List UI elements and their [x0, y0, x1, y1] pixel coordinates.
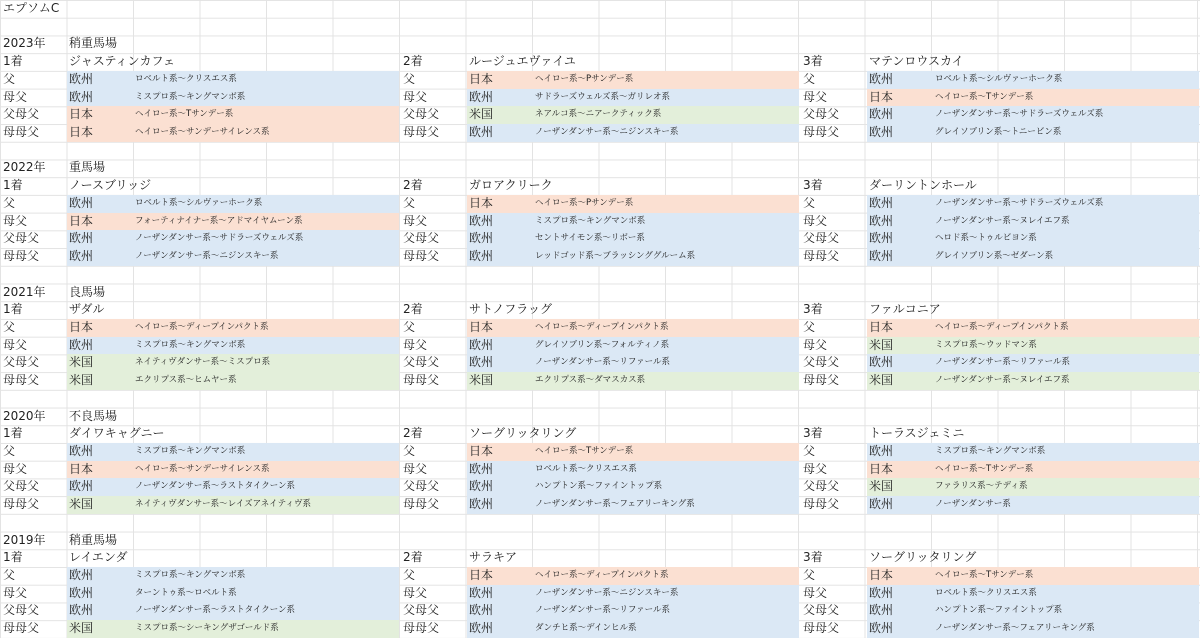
- pedigree-label-cell[interactable]: 父母父: [803, 231, 840, 246]
- horse-name-cell[interactable]: ダーリントンホール: [869, 178, 977, 193]
- region-cell[interactable]: 欧州: [469, 461, 494, 476]
- sire-line-cell[interactable]: ヘイロー系〜Pサンデー系: [535, 197, 634, 208]
- sire-line-cell[interactable]: ヘロド系〜トゥルビヨン系: [935, 233, 1037, 244]
- sheet-title-cell[interactable]: エプソムC: [3, 1, 60, 15]
- sire-line-cell[interactable]: ノーザンダンサー系〜ニジンスキー系: [535, 127, 679, 138]
- sire-line-cell[interactable]: ネイティヴダンサー系〜レイズアネイティヴ系: [135, 499, 311, 510]
- pedigree-row: [0, 602, 1200, 620]
- pedigree-label-cell[interactable]: 父: [403, 71, 416, 86]
- placing-row: [0, 301, 1200, 319]
- sire-line-cell[interactable]: ノーザンダンサー系〜サドラーズウェルズ系: [935, 197, 1104, 208]
- placing-row: [0, 177, 1200, 195]
- place-cell[interactable]: 3着: [803, 54, 823, 69]
- year-cell[interactable]: 2022年: [3, 160, 46, 175]
- pedigree-label-cell[interactable]: 母母父: [403, 125, 440, 140]
- pedigree-label-cell[interactable]: 父: [3, 568, 16, 583]
- year-header-row: [0, 532, 1200, 550]
- region-cell[interactable]: 欧州: [869, 107, 894, 122]
- pedigree-row: [0, 620, 1200, 638]
- year-header-row: [0, 35, 1200, 53]
- pedigree-label-cell[interactable]: 父母父: [403, 479, 440, 494]
- sire-line-cell[interactable]: ヘイロー系〜Tサンデー系: [935, 91, 1034, 102]
- pedigree-row: [0, 248, 1200, 266]
- region-cell[interactable]: 日本: [469, 444, 494, 458]
- region-cell[interactable]: 米国: [69, 497, 94, 512]
- sire-line-cell[interactable]: ヘイロー系〜サンデーサイレンス系: [135, 463, 270, 474]
- region-cell[interactable]: 日本: [869, 89, 894, 104]
- region-cell[interactable]: 欧州: [469, 355, 494, 370]
- sire-line-cell[interactable]: ミスプロ系〜キングマンボ系: [135, 339, 246, 350]
- region-cell[interactable]: 米国: [69, 621, 94, 636]
- pedigree-row: [0, 124, 1200, 142]
- pedigree-label-cell[interactable]: 父母父: [803, 603, 840, 618]
- horse-name-cell[interactable]: ノースブリッジ: [69, 178, 152, 193]
- pedigree-label-cell[interactable]: 母母父: [403, 249, 440, 264]
- sire-line-cell[interactable]: ロベルト系〜クリスエス系: [935, 587, 1037, 598]
- pedigree-label-cell[interactable]: 父: [403, 444, 416, 458]
- pedigree-label-cell[interactable]: 母父: [403, 89, 428, 104]
- pedigree-label-cell[interactable]: 父: [403, 195, 416, 210]
- year-cell[interactable]: 2023年: [3, 36, 46, 51]
- placing-row: [0, 549, 1200, 567]
- region-cell[interactable]: 欧州: [869, 355, 894, 370]
- pedigree-label-cell[interactable]: 父: [3, 444, 16, 458]
- place-cell[interactable]: 2着: [403, 550, 423, 565]
- region-cell[interactable]: 欧州: [869, 444, 894, 458]
- place-cell[interactable]: 3着: [803, 426, 823, 441]
- pedigree-row: [0, 585, 1200, 603]
- region-cell[interactable]: 欧州: [69, 585, 94, 600]
- place-cell[interactable]: 1着: [3, 550, 23, 565]
- region-cell[interactable]: 欧州: [869, 125, 894, 140]
- pedigree-label-cell[interactable]: 母母父: [3, 125, 40, 140]
- region-cell[interactable]: 日本: [469, 319, 494, 334]
- sire-line-cell[interactable]: ロベルト系〜クリスエス系: [135, 73, 237, 84]
- sire-line-cell[interactable]: ミスプロ系〜ウッドマン系: [935, 339, 1037, 350]
- pedigree-label-cell[interactable]: 父: [403, 568, 416, 583]
- pedigree-label-cell[interactable]: 母母父: [803, 497, 840, 512]
- sire-line-cell[interactable]: ノーザンダンサー系〜ラストタイクーン系: [135, 481, 296, 492]
- region-cell[interactable]: 日本: [69, 125, 94, 140]
- region-cell[interactable]: 米国: [869, 373, 894, 388]
- horse-name-cell[interactable]: ソーグリッタリング: [869, 550, 977, 565]
- horse-name-cell[interactable]: ジャスティンカフェ: [69, 54, 175, 69]
- region-cell[interactable]: 欧州: [469, 479, 494, 494]
- region-cell[interactable]: 欧州: [69, 89, 94, 104]
- region-cell[interactable]: 米国: [469, 373, 494, 388]
- pedigree-label-cell[interactable]: 母母父: [403, 497, 440, 512]
- pedigree-label-cell[interactable]: 母母父: [3, 497, 40, 512]
- sire-line-cell[interactable]: ミスプロ系〜キングマンボ系: [535, 215, 646, 226]
- pedigree-label-cell[interactable]: 父母父: [403, 107, 440, 122]
- region-cell[interactable]: 欧州: [469, 125, 494, 140]
- sire-line-cell[interactable]: レッドゴッド系〜ブラッシンググルーム系: [535, 251, 696, 262]
- pedigree-label-cell[interactable]: 母母父: [403, 373, 440, 388]
- horse-name-cell[interactable]: サトノフラッグ: [469, 302, 553, 317]
- pedigree-row: [0, 478, 1200, 496]
- pedigree-row: [0, 230, 1200, 248]
- pedigree-label-cell[interactable]: 父母父: [3, 107, 40, 122]
- pedigree-row: [0, 354, 1200, 372]
- pedigree-label-cell[interactable]: 母父: [403, 585, 428, 600]
- horse-name-cell[interactable]: ダイワキャグニー: [69, 426, 165, 441]
- place-cell[interactable]: 2着: [403, 178, 423, 193]
- sire-line-cell[interactable]: ノーザンダンサー系〜ニジンスキー系: [535, 587, 679, 598]
- pedigree-label-cell[interactable]: 母母父: [803, 125, 840, 140]
- pedigree-label-cell[interactable]: 母父: [803, 585, 828, 600]
- sire-line-cell[interactable]: ヘイロー系〜Tサンデー系: [935, 570, 1034, 581]
- pedigree-label-cell[interactable]: 母父: [803, 89, 828, 104]
- pedigree-label-cell[interactable]: 父: [803, 71, 816, 86]
- region-cell[interactable]: 欧州: [869, 249, 894, 264]
- pedigree-row: [0, 461, 1200, 479]
- region-cell[interactable]: 欧州: [69, 71, 94, 86]
- region-cell[interactable]: 米国: [469, 107, 494, 122]
- region-cell[interactable]: 欧州: [69, 479, 94, 494]
- track-condition-cell[interactable]: 良馬場: [69, 284, 106, 299]
- sire-line-cell[interactable]: ノーザンダンサー系〜ヌレイエフ系: [935, 215, 1070, 226]
- sire-line-cell[interactable]: ロベルト系〜シルヴァーホーク系: [135, 197, 263, 208]
- pedigree-label-cell[interactable]: 母父: [403, 213, 428, 228]
- pedigree-row: [0, 106, 1200, 124]
- region-cell[interactable]: 欧州: [869, 621, 894, 636]
- horse-name-cell[interactable]: レイエンダ: [69, 550, 128, 565]
- region-cell[interactable]: 欧州: [69, 195, 94, 210]
- pedigree-label-cell[interactable]: 父母父: [3, 355, 40, 370]
- pedigree-label-cell[interactable]: 母父: [803, 461, 828, 476]
- region-cell[interactable]: 日本: [469, 568, 494, 583]
- pedigree-label-cell[interactable]: 父母父: [3, 479, 40, 494]
- sire-line-cell[interactable]: フォーティナイナー系〜アドマイヤムーン系: [135, 215, 303, 226]
- pedigree-label-cell[interactable]: 母父: [3, 213, 28, 228]
- sire-line-cell[interactable]: グレイソブリン系〜フォルティノ系: [535, 339, 670, 350]
- sire-line-cell[interactable]: グレイソブリン系〜ゼダーン系: [935, 251, 1054, 262]
- pedigree-label-cell[interactable]: 父母父: [3, 231, 40, 246]
- sire-line-cell[interactable]: ノーザンダンサー系〜リファール系: [935, 357, 1070, 368]
- year-cell[interactable]: 2020年: [3, 408, 46, 423]
- sire-line-cell[interactable]: グレイソブリン系〜トニービン系: [935, 127, 1062, 138]
- sire-line-cell[interactable]: セントサイモン系〜リボー系: [535, 233, 645, 244]
- sire-line-cell[interactable]: エクリプス系〜ダマスカス系: [535, 375, 646, 386]
- sire-line-cell[interactable]: ミスプロ系〜キングマンボ系: [135, 446, 246, 456]
- horse-name-cell[interactable]: マテンロウスカイ: [869, 54, 964, 69]
- place-cell[interactable]: 1着: [3, 178, 23, 193]
- pedigree-label-cell[interactable]: 父母父: [3, 603, 40, 618]
- pedigree-label-cell[interactable]: 父母父: [803, 107, 840, 122]
- pedigree-label-cell[interactable]: 母母父: [3, 249, 40, 264]
- horse-name-cell[interactable]: ファルコニア: [869, 302, 941, 317]
- region-cell[interactable]: 日本: [869, 461, 894, 476]
- sire-line-cell[interactable]: ミスプロ系〜キングマンボ系: [135, 91, 246, 102]
- pedigree-row: [0, 567, 1200, 585]
- place-cell[interactable]: 3着: [803, 178, 823, 193]
- sire-line-cell[interactable]: ノーザンダンサー系〜ヌレイエフ系: [935, 375, 1070, 386]
- sire-line-cell[interactable]: ターントゥ系〜ロベルト系: [135, 587, 237, 598]
- year-cell[interactable]: 2019年: [3, 532, 46, 547]
- pedigree-label-cell[interactable]: 母父: [3, 337, 28, 352]
- pedigree-label-cell[interactable]: 父: [3, 195, 16, 210]
- track-condition-cell[interactable]: 不良馬場: [69, 408, 118, 423]
- region-cell[interactable]: 欧州: [869, 497, 894, 512]
- sire-line-cell[interactable]: ヘイロー系〜ディープインパクト系: [135, 321, 269, 332]
- region-cell[interactable]: 日本: [69, 213, 94, 228]
- region-cell[interactable]: 日本: [469, 71, 494, 86]
- pedigree-label-cell[interactable]: 母母父: [3, 621, 40, 636]
- place-cell[interactable]: 2着: [403, 54, 423, 69]
- pedigree-row: [0, 372, 1200, 390]
- pedigree-row: [0, 213, 1200, 231]
- sire-line-cell[interactable]: ヘイロー系〜ディープインパクト系: [535, 570, 669, 581]
- sire-line-cell[interactable]: サドラーズウェルズ系〜ガリレオ系: [535, 91, 670, 102]
- track-condition-cell[interactable]: 重馬場: [69, 160, 106, 175]
- sire-line-cell[interactable]: ミスプロ系〜シーキングザゴールド系: [135, 623, 279, 634]
- sire-line-cell[interactable]: ヘイロー系〜ディープインパクト系: [935, 321, 1069, 332]
- place-cell[interactable]: 1着: [3, 426, 23, 441]
- pedigree-label-cell[interactable]: 母父: [803, 337, 828, 352]
- sire-line-cell[interactable]: ヘイロー系〜Tサンデー系: [535, 446, 634, 456]
- region-cell[interactable]: 欧州: [869, 231, 894, 246]
- sire-line-cell[interactable]: ヘイロー系〜Pサンデー系: [535, 73, 634, 84]
- pedigree-label-cell[interactable]: 父: [803, 195, 816, 210]
- region-cell[interactable]: 欧州: [869, 603, 894, 618]
- placing-row: [0, 53, 1200, 71]
- pedigree-label-cell[interactable]: 母父: [3, 461, 28, 476]
- horse-name-cell[interactable]: ルージュエヴァイユ: [469, 54, 576, 69]
- region-cell[interactable]: 欧州: [469, 585, 494, 600]
- pedigree-label-cell[interactable]: 父: [803, 444, 816, 458]
- region-cell[interactable]: 日本: [469, 195, 494, 210]
- pedigree-label-cell[interactable]: 父母父: [403, 355, 440, 370]
- place-cell[interactable]: 1着: [3, 302, 23, 317]
- horse-name-cell[interactable]: サラキア: [469, 550, 518, 565]
- pedigree-row: [0, 443, 1200, 461]
- horse-name-cell[interactable]: トーラスジェミニ: [869, 426, 965, 441]
- place-cell[interactable]: 3着: [803, 550, 823, 565]
- sire-line-cell[interactable]: ノーザンダンサー系〜フェアリーキング系: [535, 499, 695, 510]
- region-cell[interactable]: 欧州: [869, 213, 894, 228]
- sire-line-cell[interactable]: ネイティヴダンサー系〜ミスプロ系: [135, 357, 271, 368]
- sire-line-cell[interactable]: ノーザンダンサー系〜ニジンスキー系: [135, 251, 279, 262]
- year-header-row: [0, 408, 1200, 426]
- sire-line-cell[interactable]: ノーザンダンサー系〜リファール系: [535, 357, 670, 368]
- year-cell[interactable]: 2021年: [3, 284, 46, 299]
- region-cell[interactable]: 欧州: [69, 568, 94, 583]
- region-cell[interactable]: 欧州: [469, 249, 494, 264]
- region-cell[interactable]: 欧州: [69, 231, 94, 246]
- sire-line-cell[interactable]: ファラリス系〜テディ系: [935, 481, 1028, 492]
- pedigree-label-cell[interactable]: 父母父: [403, 231, 440, 246]
- sire-line-cell[interactable]: ハンプトン系〜ファイントップ系: [935, 605, 1063, 616]
- sire-line-cell[interactable]: ノーザンダンサー系〜フェアリーキング系: [935, 623, 1095, 634]
- pedigree-label-cell[interactable]: 父: [403, 319, 416, 334]
- track-condition-cell[interactable]: 稍重馬場: [69, 532, 118, 547]
- region-cell[interactable]: 米国: [869, 337, 894, 352]
- pedigree-label-cell[interactable]: 父: [3, 319, 16, 334]
- sire-line-cell[interactable]: ヘイロー系〜サンデーサイレンス系: [135, 127, 270, 138]
- region-cell[interactable]: 欧州: [469, 497, 494, 512]
- region-cell[interactable]: 欧州: [469, 89, 494, 104]
- horse-name-cell[interactable]: ガロアクリーク: [469, 178, 553, 193]
- pedigree-label-cell[interactable]: 母母父: [803, 373, 840, 388]
- region-cell[interactable]: 欧州: [69, 249, 94, 264]
- sire-line-cell[interactable]: ノーザンダンサー系〜ラストタイクーン系: [135, 605, 296, 616]
- pedigree-label-cell[interactable]: 母母父: [803, 249, 840, 264]
- sire-line-cell[interactable]: ネアルコ系〜ニアークティック系: [535, 109, 662, 120]
- region-cell[interactable]: 日本: [869, 568, 894, 583]
- pedigree-row: [0, 319, 1200, 337]
- region-cell[interactable]: 欧州: [869, 71, 894, 86]
- pedigree-label-cell[interactable]: 父: [3, 71, 16, 86]
- region-cell[interactable]: 欧州: [69, 603, 94, 618]
- pedigree-row: [0, 337, 1200, 355]
- region-cell[interactable]: 米国: [69, 373, 94, 388]
- region-cell[interactable]: 日本: [69, 461, 94, 476]
- title-row: [0, 0, 1200, 18]
- region-cell[interactable]: 日本: [69, 107, 94, 122]
- pedigree-label-cell[interactable]: 母父: [403, 461, 428, 476]
- pedigree-label-cell[interactable]: 母母父: [403, 621, 440, 636]
- pedigree-row: [0, 71, 1200, 89]
- placing-row: [0, 425, 1200, 443]
- year-header-row: [0, 159, 1200, 177]
- region-cell[interactable]: 欧州: [469, 603, 494, 618]
- region-cell[interactable]: 米国: [69, 355, 94, 370]
- pedigree-label-cell[interactable]: 母母父: [3, 373, 40, 388]
- region-cell[interactable]: 日本: [69, 319, 94, 334]
- sire-line-cell[interactable]: ハンプトン系〜ファイントップ系: [535, 481, 663, 492]
- region-cell[interactable]: 欧州: [469, 231, 494, 246]
- pedigree-label-cell[interactable]: 父母父: [403, 603, 440, 618]
- pedigree-label-cell[interactable]: 父: [803, 568, 816, 583]
- pedigree-label-cell[interactable]: 父母父: [803, 479, 840, 494]
- sire-line-cell[interactable]: ノーザンダンサー系〜リファール系: [535, 605, 670, 616]
- sire-line-cell[interactable]: ロベルト系〜クリスエス系: [535, 463, 637, 474]
- region-cell[interactable]: 日本: [869, 319, 894, 334]
- region-cell[interactable]: 欧州: [469, 621, 494, 636]
- region-cell[interactable]: 欧州: [69, 444, 94, 458]
- sire-line-cell[interactable]: ロベルト系〜シルヴァーホーク系: [935, 73, 1063, 84]
- pedigree-label-cell[interactable]: 父: [803, 319, 816, 334]
- region-cell[interactable]: 欧州: [69, 337, 94, 352]
- place-cell[interactable]: 2着: [403, 302, 423, 317]
- region-cell[interactable]: 米国: [869, 479, 894, 494]
- pedigree-label-cell[interactable]: 母父: [803, 213, 828, 228]
- year-header-row: [0, 284, 1200, 302]
- place-cell[interactable]: 2着: [403, 426, 423, 441]
- pedigree-label-cell[interactable]: 母父: [3, 585, 28, 600]
- place-cell[interactable]: 3着: [803, 302, 823, 317]
- sire-line-cell[interactable]: ノーザンダンサー系〜サドラーズウェルズ系: [135, 233, 304, 244]
- pedigree-label-cell[interactable]: 父母父: [803, 355, 840, 370]
- sire-line-cell[interactable]: ヘイロー系〜Tサンデー系: [135, 109, 234, 120]
- sire-line-cell[interactable]: エクリプス系〜ヒムヤー系: [135, 375, 237, 386]
- pedigree-label-cell[interactable]: 母父: [403, 337, 428, 352]
- sire-line-cell[interactable]: ヘイロー系〜ディープインパクト系: [535, 321, 669, 332]
- horse-name-cell[interactable]: ザダル: [69, 302, 105, 317]
- track-condition-cell[interactable]: 稍重馬場: [69, 36, 118, 51]
- sire-line-cell[interactable]: ダンチヒ系〜デインヒル系: [535, 623, 637, 634]
- pedigree-row: [0, 496, 1200, 514]
- region-cell[interactable]: 欧州: [469, 337, 494, 352]
- pedigree-row: [0, 89, 1200, 107]
- sire-line-cell[interactable]: ノーザンダンサー系〜サドラーズウェルズ系: [935, 109, 1104, 120]
- region-cell[interactable]: 欧州: [869, 585, 894, 600]
- place-cell[interactable]: 1着: [3, 54, 23, 69]
- pedigree-label-cell[interactable]: 母父: [3, 89, 28, 104]
- region-cell[interactable]: 欧州: [869, 195, 894, 210]
- region-cell[interactable]: 欧州: [469, 213, 494, 228]
- pedigree-label-cell[interactable]: 母母父: [803, 621, 840, 636]
- sire-line-cell[interactable]: ヘイロー系〜Tサンデー系: [935, 463, 1034, 474]
- horse-name-cell[interactable]: ソーグリッタリング: [469, 426, 577, 441]
- sire-line-cell[interactable]: ミスプロ系〜キングマンボ系: [135, 570, 246, 581]
- sire-line-cell[interactable]: ノーザンダンサー系: [935, 499, 1011, 510]
- pedigree-row: [0, 195, 1200, 213]
- sire-line-cell[interactable]: ミスプロ系〜キングマンボ系: [935, 446, 1046, 456]
